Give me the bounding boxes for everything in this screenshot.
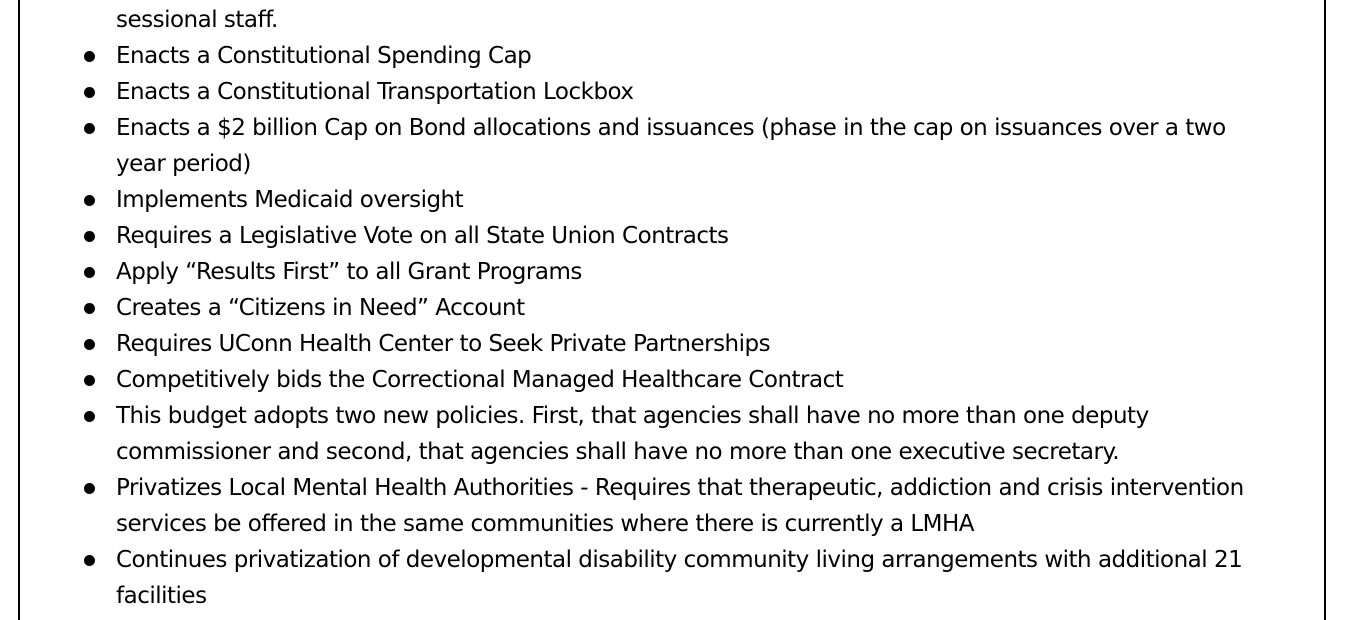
- list-item: [20, 218, 1320, 254]
- bullet-icon: [84, 411, 95, 422]
- bullet-icon: [84, 267, 95, 278]
- list-item: [20, 38, 1320, 74]
- bullet-text: Creates a “Citizens in Need” Account: [116, 295, 525, 321]
- bullet-icon: [84, 231, 95, 242]
- list-item: [20, 110, 1320, 182]
- bullet-text: Requires a Legislative Vote on all State Union Contracts: [116, 223, 729, 249]
- list-item: [20, 398, 1320, 470]
- list-item: [20, 470, 1320, 542]
- bullet-icon: [84, 87, 95, 98]
- bullet-text: Enacts a $2 billion Cap on Bond allocations and issuances (phase in the cap on issuances over a two year period): [116, 115, 1226, 177]
- bullet-icon: [84, 303, 95, 314]
- list-item: [20, 254, 1320, 290]
- bullet-icon: [84, 195, 95, 206]
- list-item: [20, 290, 1320, 326]
- bullet-text: Continues privatization of developmental disability community living arrangements with additional 21 facilities: [116, 547, 1243, 609]
- bullet-icon: [84, 375, 95, 386]
- bullet-text: Apply “Results First” to all Grant Programs: [116, 259, 582, 285]
- continuation-text: sessional staff.: [116, 7, 278, 33]
- bullet-text: This budget adopts two new policies. First, that agencies shall have no more than one deputy commissioner and second, that agencies shall have no more than one executive secretary.: [116, 403, 1149, 465]
- bullet-text: Enacts a Constitutional Spending Cap: [116, 43, 532, 69]
- bullet-icon: [84, 555, 95, 566]
- list-item: [20, 542, 1320, 614]
- bullet-text: Enacts a Constitutional Transportation Lockbox: [116, 79, 634, 105]
- bullet-list: [20, 38, 1320, 614]
- bullet-text: Privatizes Local Mental Health Authorities - Requires that therapeutic, addiction and crisis intervention services be offered in the same communities where there is currently a LMHA: [116, 475, 1244, 537]
- bullet-text: Competitively bids the Correctional Managed Healthcare Contract: [116, 367, 844, 393]
- list-item: [20, 182, 1320, 218]
- bullet-text: Implements Medicaid oversight: [116, 187, 464, 213]
- document-page: [18, 0, 1326, 620]
- bullet-icon: [84, 339, 95, 350]
- list-item: [20, 362, 1320, 398]
- bullet-icon: [84, 123, 95, 134]
- bullet-text: Requires UConn Health Center to Seek Private Partnerships: [116, 331, 771, 357]
- list-item: [20, 326, 1320, 362]
- bullet-icon: [84, 483, 95, 494]
- list-item: [20, 74, 1320, 110]
- document-content: [20, 2, 1320, 614]
- bullet-icon: [84, 51, 95, 62]
